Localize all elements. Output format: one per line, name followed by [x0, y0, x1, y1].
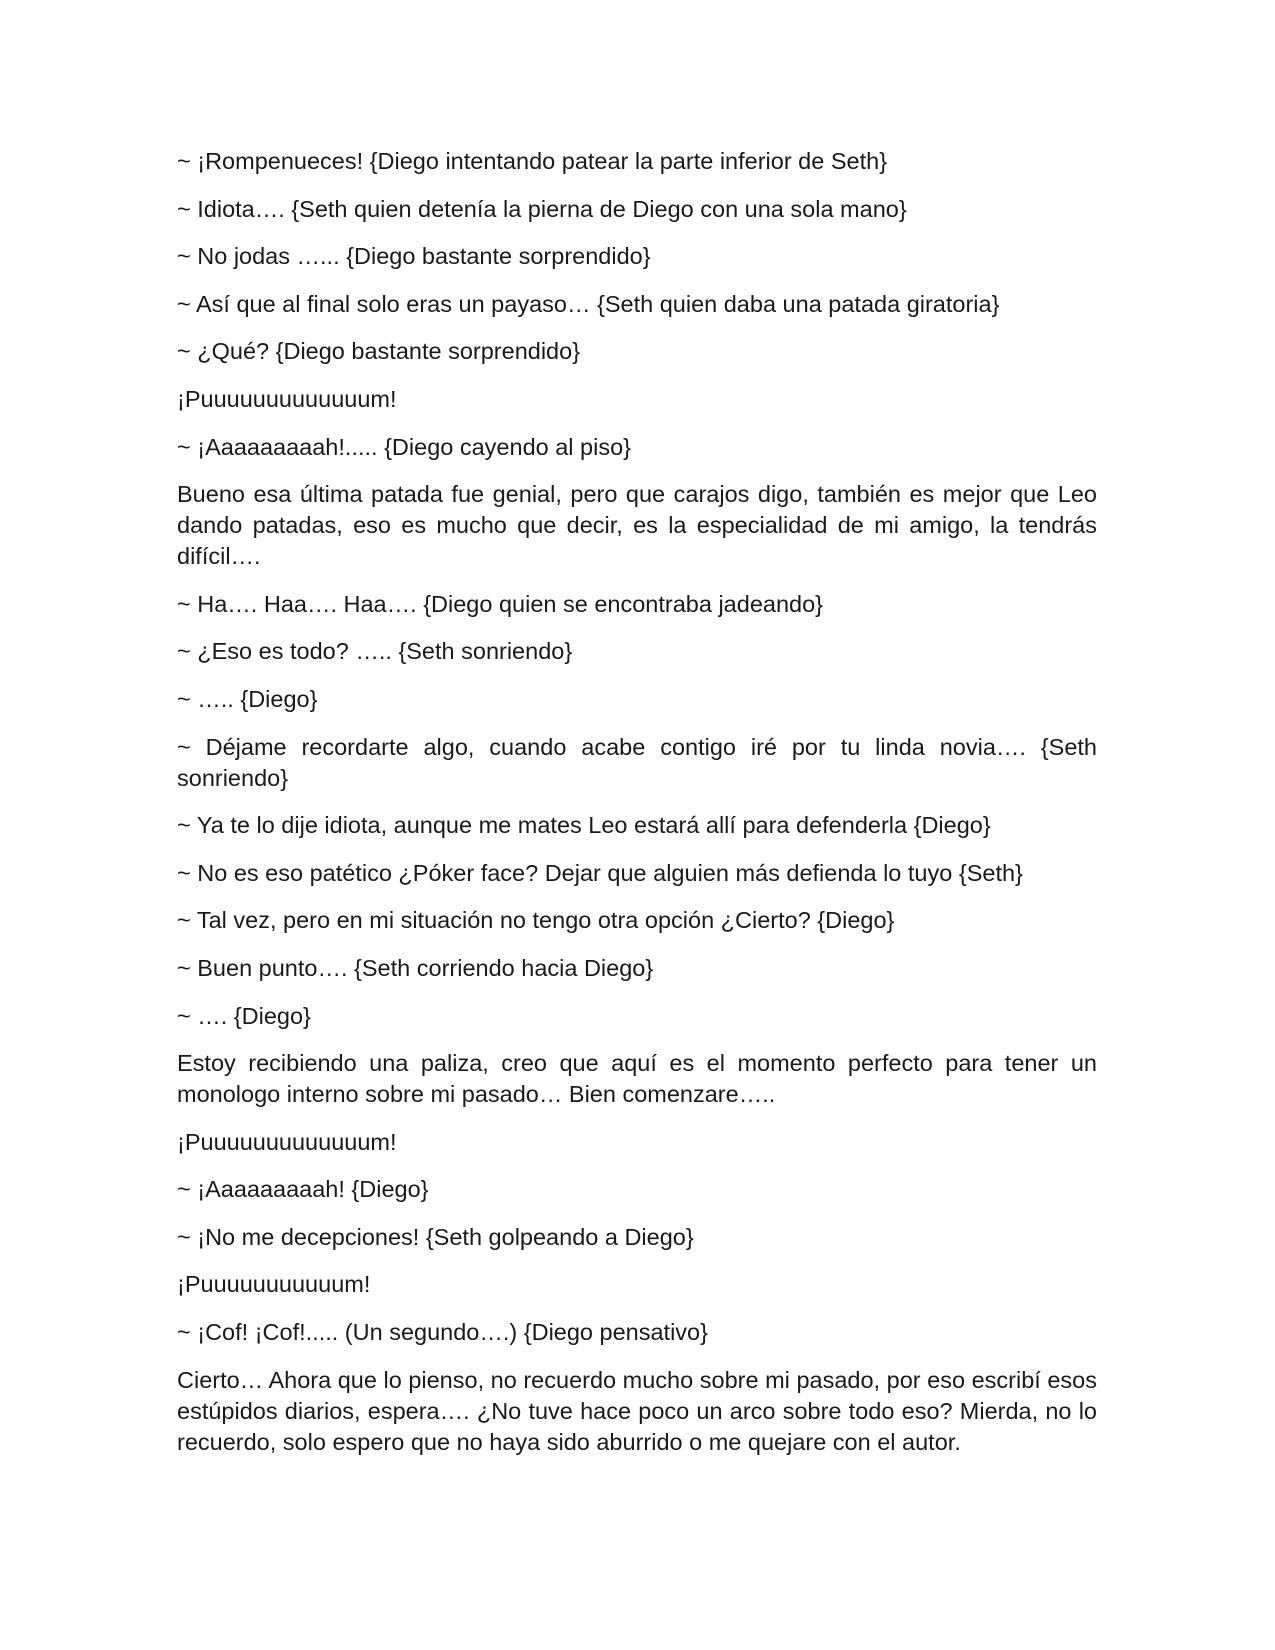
- dialogue-line: ~ ¡Aaaaaaaaah!..... {Diego cayendo al piso}: [177, 433, 632, 460]
- dialogue-line: ~ …. {Diego}: [177, 1002, 311, 1029]
- dialogue-line: ~ ¿Qué? {Diego bastante sorprendido}: [177, 338, 581, 365]
- dialogue-line: ~ Así que al final solo eras un payaso… {Seth quien daba una patada giratoria}: [177, 290, 1000, 317]
- dialogue-line: ~ ¡Rompenueces! {Diego intentando patear la parte inferior de Seth}: [177, 148, 888, 174]
- sound-effect: ¡Puuuuuuuuuuuuum!: [177, 385, 397, 412]
- document-body: [177, 146, 1097, 1474]
- dialogue-line: ~ Idiota…. {Seth quien detenía la pierna de Diego con una sola mano}: [177, 195, 907, 222]
- narration-paragraph: Cierto… Ahora que lo pienso, no recuerdo mucho sobre mi pasado, por eso escribí esos estúpidos diarios, espera…. ¿No tuve hace poco un arco sobre todo eso? Mierda, no lo recuerdo, solo espero que no haya sido aburrido o me quejare con el autor.: [177, 1366, 1097, 1455]
- dialogue-line: ~ No jodas …... {Diego bastante sorprendido}: [177, 243, 651, 270]
- dialogue-line: ~ ¿Eso es todo? ….. {Seth sonriendo}: [177, 638, 573, 665]
- dialogue-line: ~ Tal vez, pero en mi situación no tengo otra opción ¿Cierto? {Diego}: [177, 907, 895, 934]
- dialogue-line: ~ Buen punto…. {Seth corriendo hacia Diego}: [177, 954, 654, 981]
- dialogue-line: ~ Déjame recordarte algo, cuando acabe contigo iré por tu linda novia…. {Seth sonriendo}: [177, 733, 1097, 791]
- sound-effect: ¡Puuuuuuuuuuuuum!: [177, 1128, 397, 1155]
- dialogue-line: ~ No es eso patético ¿Póker face? Dejar que alguien más defienda lo tuyo {Seth}: [177, 859, 1023, 886]
- dialogue-line: ~ Ha…. Haa…. Haa…. {Diego quien se encontraba jadeando}: [177, 590, 824, 617]
- dialogue-line: ~ Ya te lo dije idiota, aunque me mates Leo estará allí para defenderla {Diego}: [177, 812, 991, 839]
- dialogue-line: ~ ¡Cof! ¡Cof!..... (Un segundo….) {Diego pensativo}: [177, 1319, 708, 1346]
- dialogue-line: ~ ….. {Diego}: [177, 685, 318, 712]
- narration-paragraph: Estoy recibiendo una paliza, creo que aquí es el momento perfecto para tener un monologo interno sobre mi pasado… Bien comenzare…..: [177, 1050, 1097, 1108]
- dialogue-line: ~ ¡No me decepciones! {Seth golpeando a Diego}: [177, 1223, 694, 1250]
- sound-effect: ¡Puuuuuuuuuuum!: [177, 1271, 371, 1298]
- dialogue-line: ~ ¡Aaaaaaaaah! {Diego}: [177, 1176, 429, 1203]
- narration-paragraph: Bueno esa última patada fue genial, pero que carajos digo, también es mejor que Leo dando patadas, eso es mucho que decir, es la especialidad de mi amigo, la tendrás difícil….: [177, 481, 1097, 570]
